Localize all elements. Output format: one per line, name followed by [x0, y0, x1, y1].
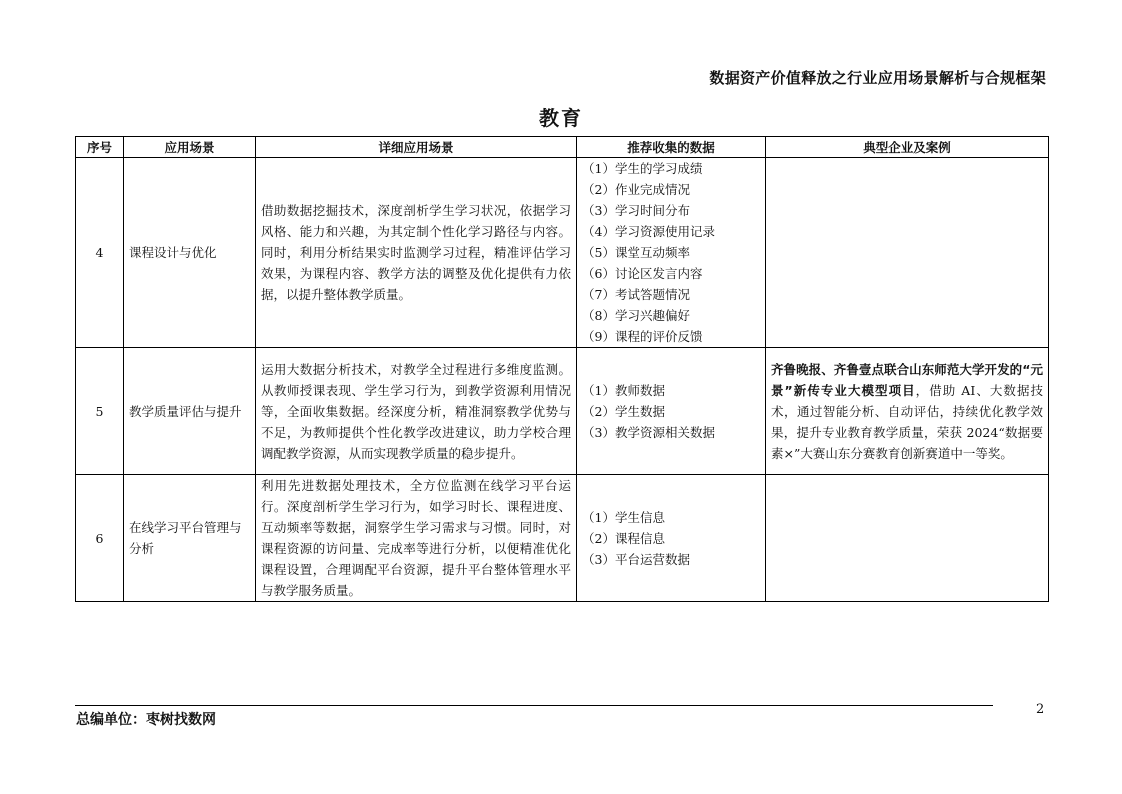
data-cell [577, 348, 766, 475]
table-header-row [76, 137, 1049, 158]
row-number: 4 [76, 158, 124, 348]
data-list-item: （1）学生的学习成绩 [582, 161, 703, 176]
case-description: ，借助 AI、大数据技术，通过智能分析、自动评估，持续优化教学效果，提升专业教育教学质量，荣获 2024“数据要素×”大赛山东分赛教育创新赛道中一等奖。 [771, 382, 1043, 461]
data-list-item: （9）课程的评价反馈 [582, 329, 703, 344]
footer-divider [75, 705, 993, 706]
data-list-item: （1）教师数据 [582, 382, 665, 398]
scenario-cell: 在线学习平台管理与分析 [124, 475, 256, 602]
case-cell [766, 348, 1049, 475]
table-row [76, 348, 1049, 475]
footer-editor: 总编单位：枣树找数网 [76, 712, 216, 728]
row-number: 5 [76, 348, 124, 475]
row-number: 6 [76, 475, 124, 602]
column-header-detail: 详细应用场景 [256, 137, 577, 158]
section-title: 教育 [539, 106, 583, 130]
data-list-item: （6）讨论区发言内容 [582, 266, 703, 281]
data-list-item: （2）课程信息 [582, 530, 665, 546]
data-list [582, 380, 760, 443]
data-list-item: （2）学生数据 [582, 403, 665, 419]
page-number: 2 [1036, 702, 1045, 717]
data-list-item: （8）学习兴趣偏好 [582, 308, 690, 323]
case-cell [766, 475, 1049, 602]
column-header-scenario: 应用场景 [124, 137, 256, 158]
data-list-item: （2）作业完成情况 [582, 182, 690, 197]
data-list-item: （4）学习资源使用记录 [582, 224, 715, 239]
data-list-item: （3）教学资源相关数据 [582, 424, 715, 440]
data-list-item: （3）学习时间分布 [582, 203, 690, 218]
scenario-cell: 课程设计与优化 [124, 158, 256, 348]
data-list-item: （5）课堂互动频率 [582, 245, 690, 260]
column-header-cases: 典型企业及案例 [766, 137, 1049, 158]
detail-cell: 利用先进数据处理技术，全方位监测在线学习平台运行。深度剖析学生学习行为，如学习时长、课程进度、互动频率等数据，洞察学生学习需求与习惯。同时，对课程资源的访问量、完成率等进行分析，以便精准优化课程设置，合理调配平台资源，提升平台整体管理水平与教学服务质量。 [256, 475, 577, 602]
column-header-data: 推荐收集的数据 [577, 137, 766, 158]
table-row [76, 475, 1049, 602]
data-cell [577, 475, 766, 602]
data-list-item: （7）考试答题情况 [582, 287, 690, 302]
education-scenarios-table [75, 136, 1049, 602]
data-list-item: （3）平台运营数据 [582, 551, 690, 567]
detail-cell: 运用大数据分析技术，对教学全过程进行多维度监测。从教师授课表现、学生学习行为，到教学资源利用情况等，全面收集数据。经深度分析，精准洞察教学优势与不足，为教师提供个性化教学改进建议，助力学校合理调配教学资源，从而实现教学质量的稳步提升。 [256, 348, 577, 475]
data-list [582, 158, 760, 347]
case-cell [766, 158, 1049, 348]
table-row [76, 158, 1049, 348]
detail-cell: 借助数据挖掘技术，深度剖析学生学习状况，依据学习风格、能力和兴趣，为其定制个性化学习路径与内容。同时，利用分析结果实时监测学习过程，精准评估学习效果，为课程内容、教学方法的调整及优化提供有力依据，以提升整体教学质量。 [256, 158, 577, 348]
case-highlight: 齐鲁晚报、齐鲁壹点联合山东师范大学开发的“元景”新传专业大模型项目 [771, 361, 1043, 398]
column-header-no: 序号 [76, 137, 124, 158]
data-list [582, 507, 760, 570]
data-list-item: （1）学生信息 [582, 509, 665, 525]
document-header-title: 数据资产价值释放之行业应用场景解析与合规框架 [709, 69, 1046, 87]
data-cell [577, 158, 766, 348]
scenario-cell: 教学质量评估与提升 [124, 348, 256, 475]
